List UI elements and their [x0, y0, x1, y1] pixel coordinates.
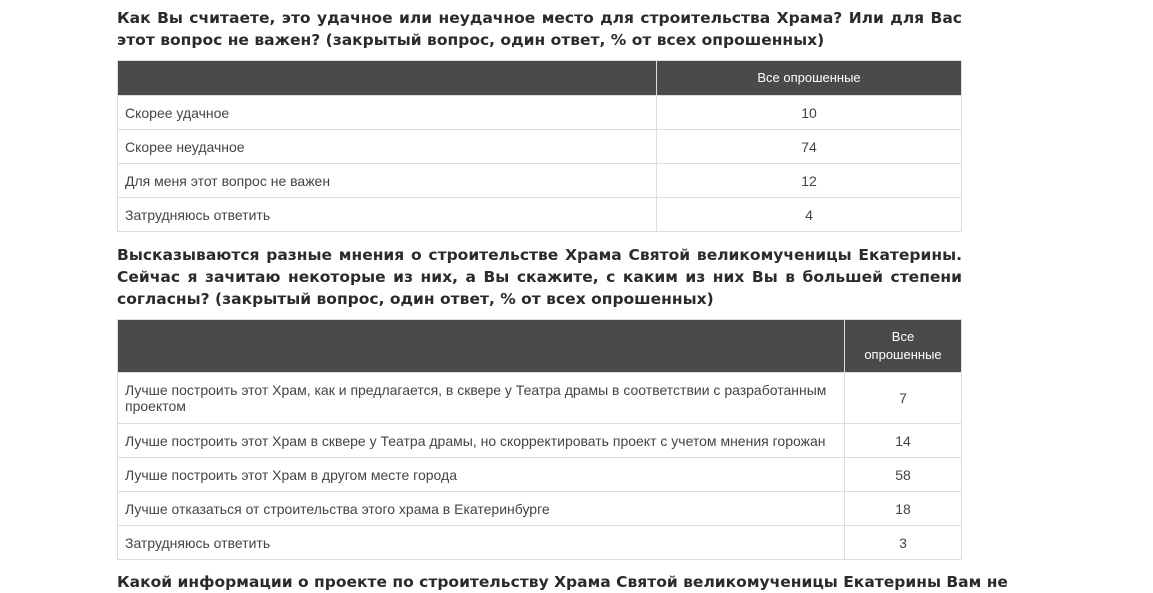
answer-label: Лучше построить этот Храм в другом месте города — [118, 458, 845, 492]
answer-label: Скорее неудачное — [118, 130, 657, 164]
question-3-title: Какой информации о проекте по строительству Храма Святой великомученицы Екатерины Вам не — [117, 573, 1008, 591]
survey-content — [117, 0, 1008, 593]
answer-value: 58 — [845, 458, 962, 492]
answer-value: 10 — [657, 96, 962, 130]
table-row — [118, 526, 962, 560]
answer-value: 4 — [657, 198, 962, 232]
answer-label: Для меня этот вопрос не важен — [118, 164, 657, 198]
answer-value: 74 — [657, 130, 962, 164]
table-header-row — [118, 320, 962, 373]
answer-value: 18 — [845, 492, 962, 526]
table-row — [118, 198, 962, 232]
table-row — [118, 373, 962, 424]
answer-value: 12 — [657, 164, 962, 198]
table-header-row — [118, 61, 962, 96]
header-all-respondents: Все опрошенные — [657, 61, 962, 96]
answer-value: 14 — [845, 424, 962, 458]
table-row — [118, 424, 962, 458]
answer-label: Затрудняюсь ответить — [118, 198, 657, 232]
header-label-cell — [118, 320, 845, 373]
question-2-table — [117, 319, 962, 560]
answer-value: 3 — [845, 526, 962, 560]
question-2-title: Высказываются разные мнения о строительстве Храма Святой великомученицы Екатерины. Сейчас я зачитаю некоторые из них, а Вы скажите, с каким из них Вы в большей степени согласны? (закрытый вопрос, один ответ, % от всех опрошенных) — [117, 246, 962, 308]
table-row — [118, 458, 962, 492]
answer-label: Скорее удачное — [118, 96, 657, 130]
question-1-title: Как Вы считаете, это удачное или неудачное место для строительства Храма? Или для Вас этот вопрос не важен? (закрытый вопрос, один ответ, % от всех опрошенных) — [117, 9, 962, 49]
table-row — [118, 96, 962, 130]
question-1-table — [117, 60, 962, 232]
header-label-cell — [118, 61, 657, 96]
table-row — [118, 130, 962, 164]
answer-label: Лучше отказаться от строительства этого храма в Екатеринбурге — [118, 492, 845, 526]
answer-value: 7 — [845, 373, 962, 424]
header-all-respondents: Все опрошенные — [845, 320, 962, 373]
answer-label: Лучше построить этот Храм в сквере у Театра драмы, но скорректировать проект с учетом мнения горожан — [118, 424, 845, 458]
table-row — [118, 164, 962, 198]
answer-label: Лучше построить этот Храм, как и предлагается, в сквере у Театра драмы в соответствии с разработанным проектом — [118, 373, 845, 424]
answer-label: Затрудняюсь ответить — [118, 526, 845, 560]
table-row — [118, 492, 962, 526]
